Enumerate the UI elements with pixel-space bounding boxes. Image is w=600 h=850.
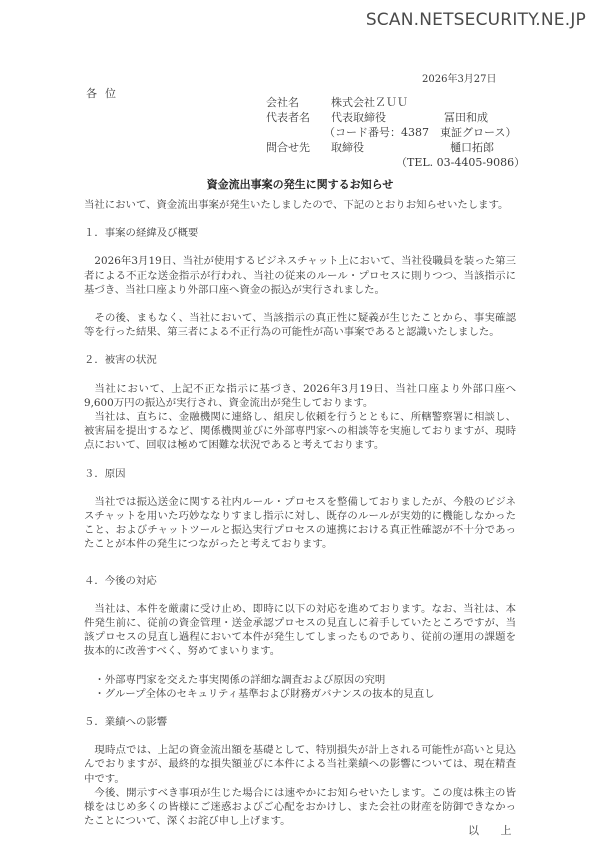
section-3-paragraph-1: 当社では振込送金に関する社内ルール・プロセスを整備しておりましたが、今般のビジネスチャットを用いた巧妙ななりすまし指示に対し、既存のルールが実効的に機能しなかったこと、およびチャットツールと振込実行プロセスの連携における真正性確認が不十分であったことが本件の発生につながったと考えております。	[84, 495, 516, 551]
countermeasure-list	[94, 673, 516, 701]
section-4-paragraph-1: 当社は、本件を厳粛に受け止め、即時に以下の対応を進めております。なお、当社は、本件発生前に、従前の資金管理・送金承認プロセスの見直しに着手していたところですが、当該プロセスの見直し過程において本件が発生してしまったものであり、従前の運用の課題を抜本的に改善すべく、努めてまいります。	[84, 602, 516, 658]
countermeasure-item: ・グループ全体のセキュリティ基準および財務ガバナンスの抜本的見直し	[94, 687, 435, 700]
representative-title: 代表取締役	[331, 111, 386, 124]
addressee: 各位	[86, 87, 124, 100]
closing-mark: 以 上	[468, 824, 512, 837]
section-2-paragraph-1: 当社において、上記不正な指示に基づき、2026年3月19日、当社口座より外部口座へ9,600万円の振込が実行され、資金流出が発生しております。	[84, 382, 516, 409]
countermeasure-item: ・外部専門家を交えた事実関係の詳細な調査および原因の究明	[94, 673, 386, 686]
intro-paragraph: 当社において、資金流出事案が発生いたしましたので、下記のとおりお知らせいたします。	[84, 199, 509, 211]
section-1-paragraph-2: その後、まもなく、当社において、当該指示の真正性に疑義が生じたことから、事実確認等を行った結果、第三者による不正行為の可能性が高い事案であると認識いたしました。	[84, 312, 516, 339]
section-1-paragraph-1: 2026年3月19日、当社が使用するビジネスチャット上において、当社役職員を装った第三者による不正な送金指示が行われ、当社の従来のルール・プロセスに則りつつ、当該指示に基づき、当社口座より外部口座へ資金の振込が実行されました。	[84, 255, 516, 296]
contact-label: 問合せ先	[266, 141, 310, 154]
section-2-paragraph-2: 当社は、直ちに、金融機関に連絡し、組戻し依頼を行うとともに、所轄警察署に相談し、被害届を提出するなど、関係機関並びに外部専門家への相談等を実施しておりますが、現時点において、回収は極めて困難な状況であると考えております。	[84, 411, 516, 452]
section-5-paragraph-1: 現時点では、上記の資金流出額を基礎として、特別損失が計上される可能性が高いと見込んでおりますが、最終的な損失額並びに本件による当社業績への影響については、現在精査中です。	[84, 744, 516, 785]
company-name: 株式会社ＺＵＵ	[331, 96, 408, 109]
document-body	[84, 198, 516, 829]
company-label: 会社名	[266, 96, 299, 109]
section-heading-3: ３．原因	[84, 467, 126, 480]
representative-name: 冨田和成	[444, 111, 488, 124]
document-date: 2026年3月27日	[422, 74, 497, 85]
section-heading-5: ５．業績への影響	[84, 716, 168, 729]
contact-title: 取締役	[331, 141, 364, 154]
section-heading-1: １．事案の経緯及び概要	[84, 227, 199, 240]
document-title: 資金流出事案の発生に関するお知らせ	[206, 178, 394, 191]
stock-code-info: （コード番号：4387 東証グロース）	[324, 126, 517, 139]
section-5-paragraph-2: 今後、開示すべき事項が生じた場合には速やかにお知らせいたします。この度は株主の皆様をはじめ多くの皆様にご迷惑およびご心配をおかけし、また会社の財産を防御できなかったことについて、深くお詫び申し上げます。	[84, 786, 516, 828]
contact-name: 樋口拓郎	[450, 141, 494, 154]
site-watermark: SCAN.NETSECURITY.NE.JP	[365, 10, 586, 30]
representative-label: 代表者名	[266, 111, 310, 124]
section-heading-4: ４．今後の対応	[84, 574, 157, 587]
contact-tel: （TEL. 03-4405-9086）	[396, 156, 526, 169]
section-heading-2: ２．被害の状況	[84, 354, 157, 367]
